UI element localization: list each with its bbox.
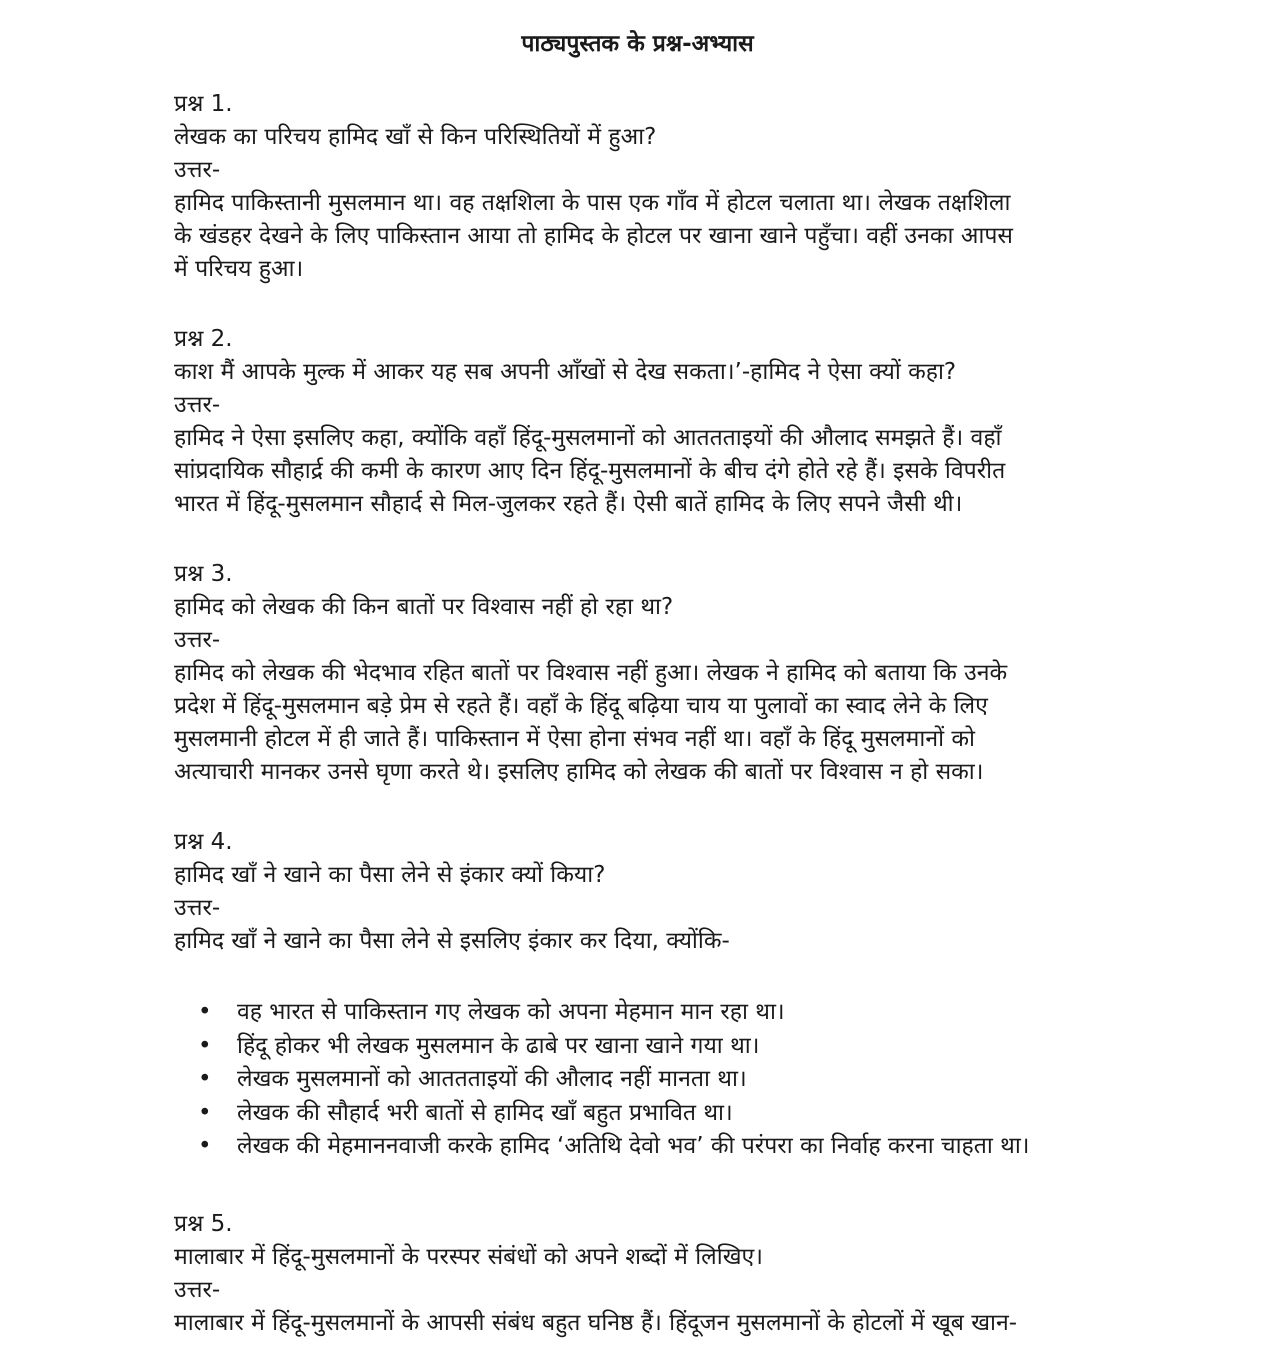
answer-text: [174, 657, 1154, 789]
question-text: हामिद खाँ ने खाने का पैसा लेने से इंकार क्यों किया?: [174, 862, 606, 888]
list-item: • लेखक की मेहमाननवाजी करके हामिद ‘अतिथि देवो भव’ की परंपरा का निर्वाह करना चाहता था।: [174, 1130, 1154, 1164]
question-label: प्रश्न 4.: [174, 829, 233, 855]
answer-line: भारत में हिंदू-मुसलमान सौहार्द से मिल-जुलकर रहते हैं। ऐसी बातें हामिद के लिए सपने जैसी थी।: [174, 491, 963, 517]
answer-line: हामिद को लेखक की भेदभाव रहित बातों पर विश्वास नहीं हुआ। लेखक ने हामिद को बताया कि उनके: [174, 660, 1008, 686]
question-block-1: [174, 88, 1154, 286]
answer-text: [174, 1307, 1174, 1340]
question-label: प्रश्न 2.: [174, 326, 233, 352]
list-item: • लेखक मुसलमानों को आततताइयों की औलाद नहीं मानता था।: [174, 1063, 1154, 1097]
question-text: हामिद को लेखक की किन बातों पर विश्वास नहीं हो रहा था?: [174, 594, 674, 620]
answer-line: अत्याचारी मानकर उनसे घृणा करते थे। इसलिए हामिद को लेखक की बातों पर विश्वास न हो सका।: [174, 759, 984, 785]
question-text: लेखक का परिचय हामिद खाँ से किन परिस्थितियों में हुआ?: [174, 124, 657, 150]
question-label: प्रश्न 3.: [174, 561, 233, 587]
answer-line: मुसलमानी होटल में ही जाते हैं। पाकिस्तान में ऐसा होना संभव नहीं था। वहाँ के हिंदू मुसलमानों को: [174, 726, 976, 752]
answer-line: हामिद पाकिस्तानी मुसलमान था। वह तक्षशिला के पास एक गाँव में होटल चलाता था। लेखक तक्षशिला: [174, 190, 1011, 216]
answer-label: उत्तर-: [174, 895, 221, 921]
answer-line: सांप्रदायिक सौहार्द्र की कमी के कारण आए दिन हिंदू-मुसलमानों के बीच दंगे होते रहे हैं। इसके विपरीत: [174, 458, 1006, 484]
answer-line: के खंडहर देखने के लिए पाकिस्तान आया तो हामिद के होटल पर खाना खाने पहुँचा। वहीं उनका आपस: [174, 223, 1013, 249]
answer-line: प्रदेश में हिंदू-मुसलमान बड़े प्रेम से रहते हैं। वहाँ के हिंदू बढ़िया चाय या पुलावों का स्वाद लेने के लिए: [174, 693, 988, 719]
answer-label: उत्तर-: [174, 627, 221, 653]
question-block-3: [174, 558, 1154, 789]
answer-line: हामिद ने ऐसा इसलिए कहा, क्योंकि वहाँ हिंदू-मुसलमानों को आततताइयों की औलाद समझते हैं। वहाँ: [174, 425, 1002, 451]
list-item: • वह भारत से पाकिस्तान गए लेखक को अपना मेहमान मान रहा था।: [174, 996, 1154, 1030]
question-block-4: [174, 826, 1154, 1164]
answer-line: में परिचय हुआ।: [174, 256, 304, 282]
document-body: [174, 88, 1154, 1201]
reasons-list: [174, 996, 1154, 1164]
answer-text: [174, 925, 1154, 958]
question-label: प्रश्न 5.: [174, 1211, 233, 1237]
page-title: पाठ्यपुस्तक के प्रश्न-अभ्यास: [521, 31, 754, 58]
question-block-2: [174, 323, 1154, 521]
list-item: • हिंदू होकर भी लेखक मुसलमान के ढाबे पर खाना खाने गया था।: [174, 1030, 1154, 1064]
question-text: मालाबार में हिंदू-मुसलमानों के परस्पर संबंधों को अपने शब्दों में लिखिए।: [174, 1244, 763, 1270]
answer-label: उत्तर-: [174, 157, 221, 183]
answer-text: [174, 422, 1154, 521]
answer-text: [174, 187, 1154, 286]
answer-label: उत्तर-: [174, 1277, 221, 1303]
question-label: प्रश्न 1.: [174, 91, 233, 117]
answer-line: मालाबार में हिंदू-मुसलमानों के आपसी संबंध बहुत घनिष्ठ हैं। हिंदूजन मुसलमानों के होटलों में खूब खान-: [174, 1310, 1018, 1336]
answer-line: हामिद खाँ ने खाने का पैसा लेने से इसलिए इंकार कर दिया, क्योंकि-: [174, 928, 730, 954]
question-text: काश मैं आपके मुल्क में आकर यह सब अपनी आँखों से देख सकता।’-हामिद ने ऐसा क्यों कहा?: [174, 359, 957, 385]
answer-label: उत्तर-: [174, 392, 221, 418]
list-item: • लेखक की सौहार्द भरी बातों से हामिद खाँ बहुत प्रभावित था।: [174, 1097, 1154, 1131]
question-block-5: [174, 1208, 1174, 1340]
